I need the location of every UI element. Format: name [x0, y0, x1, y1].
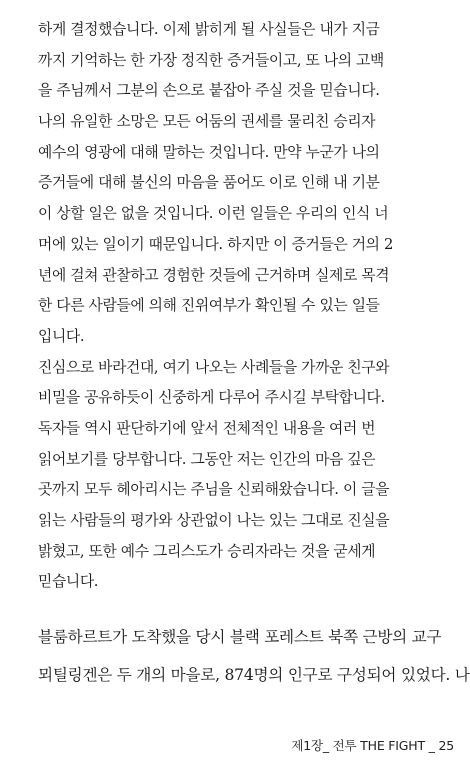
text-line: 을 주님께서 그분의 손으로 붙잡아 주실 것을 믿습니다.	[38, 82, 380, 100]
text-line: 하게 결정했습니다. 이제 밝히게 될 사실들은 내가 지금	[38, 21, 380, 38]
text-line: 진심으로 바라건대, 여기 나오는 사례들을 가까운 친구와	[38, 358, 390, 376]
text-line: 블룸하르트가 도착했을 당시 블랙 포레스트 북쪽 근방의 교구	[38, 628, 442, 646]
text-line: 입니다.	[38, 327, 85, 345]
text-line: 한 다른 사람들에 의해 진위여부가 확인될 수 있는 일들	[38, 297, 380, 315]
text-line: 곳까지 모두 헤아리시는 주님을 신뢰해왔습니다. 이 글을	[38, 481, 390, 499]
text-line: 까지 기억하는 한 가장 정직한 증거들이고, 또 나의 고백	[38, 51, 384, 69]
passage-lower	[38, 618, 470, 694]
text-line: 나의 유일한 소망은 모든 어둠의 권세를 물리친 승리자	[38, 113, 376, 131]
text-line: 독자들 역시 판단하기에 앞서 전체적인 내용을 여러 번	[38, 419, 376, 437]
text-line: 증거들에 대해 불신의 마음을 품어도 이로 인해 내 기분	[38, 174, 380, 192]
text-line: 비밀을 공유하듯이 신중하게 다루어 주시길 부탁합니다.	[38, 389, 385, 407]
text-line: 이 상할 일은 없을 것입니다. 이런 일들은 우리의 인식 너	[38, 205, 389, 223]
running-footer: 제1장_ 전투 THE FIGHT _ 25	[291, 738, 454, 753]
text-line: 믿습니다.	[38, 573, 99, 591]
text-line: 머에 있는 일이기 때문입니다. 하지만 이 증거들은 거의 2	[38, 235, 394, 253]
text-line: 년에 걸쳐 관찰하고 경험한 것들에 근거하며 실제로 목격	[38, 266, 390, 284]
text-line: 읽는 사람들의 평가와 상관없이 나는 있는 그대로 진실을	[38, 512, 390, 529]
text-line: 밝혔고, 또한 예수 그리스도가 승리자라는 것을 굳세게	[38, 542, 376, 560]
text-line: 뫼틸링겐은 두 개의 마을로, 874명의 인구로 구성되어 있었다. 나	[38, 666, 470, 684]
text-line: 예수의 영광에 대해 말하는 것입니다. 만약 누군가 나의	[38, 143, 380, 161]
text-line: 읽어보기를 당부합니다. 그동안 저는 인간의 마음 깊은	[38, 450, 376, 468]
passage-upper	[38, 15, 438, 598]
